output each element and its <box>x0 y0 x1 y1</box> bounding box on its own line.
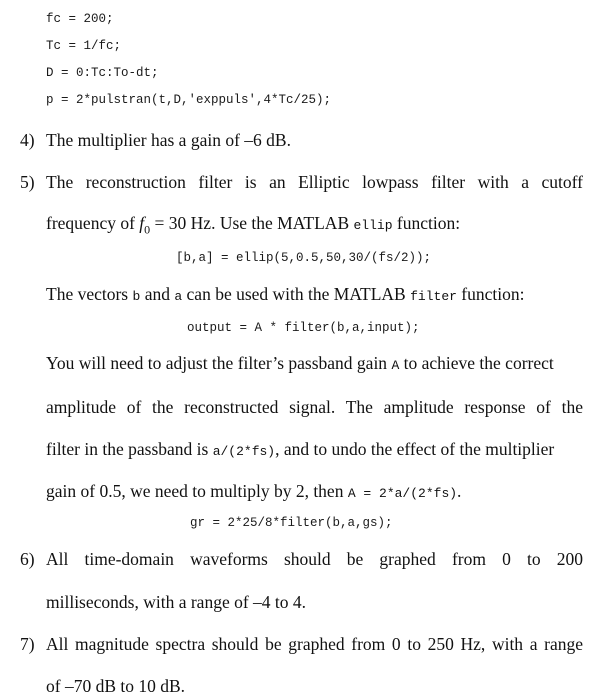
filter-function-code: filter <box>410 289 457 304</box>
frequency-value: = 30 Hz. Use the MATLAB <box>150 213 350 233</box>
frequency-symbol: f <box>139 213 145 233</box>
ellip-function-code: ellip <box>353 218 393 233</box>
matlab-text: can be used with the MATLAB <box>186 284 406 304</box>
code-line-d: D = 0:Tc:To-dt; <box>46 66 159 80</box>
frequency-label: frequency of <box>46 213 135 233</box>
function-word-2: function: <box>461 284 525 304</box>
item-5-line-1: The reconstruction filter is an Elliptic lowpass filter with a cutoff <box>46 172 583 192</box>
gain-formula-code: A = 2*a/(2*fs) <box>347 486 458 501</box>
item-4-text: The multiplier has a gain of –6 dB. <box>46 130 291 150</box>
period: . <box>457 481 462 501</box>
item-5-line-2 <box>46 213 460 238</box>
item-5-para-line-1 <box>46 353 554 374</box>
multiply-text: gain of 0.5, we need to multiply by 2, then <box>46 481 344 501</box>
vector-a-code: a <box>174 289 183 304</box>
item-5-para-line-3 <box>46 439 554 460</box>
item-number-6: 6) <box>20 549 35 569</box>
para-text-a: You will need to adjust the filter’s passband gain <box>46 353 388 373</box>
code-line-tc: Tc = 1/fc; <box>46 39 122 53</box>
function-word: function: <box>396 213 461 233</box>
passband-text: filter in the passband is <box>46 439 209 459</box>
undo-text: , and to undo the effect of the multiplier <box>275 439 555 459</box>
item-7-line-1: All magnitude spectra should be graphed from 0 to 250 Hz, with a range <box>46 634 583 654</box>
item-number-4: 4) <box>20 130 35 150</box>
frequency-subscript: 0 <box>144 222 151 237</box>
item-5-para-line-4 <box>46 481 461 502</box>
item-number-7: 7) <box>20 634 35 654</box>
item-7-line-2: of –70 dB to 10 dB. <box>46 676 186 696</box>
code-gr: gr = 2*25/8*filter(b,a,gs); <box>190 516 393 530</box>
code-output: output = A * filter(b,a,input); <box>187 321 420 335</box>
item-6-line-2: milliseconds, with a range of –4 to 4. <box>46 592 307 612</box>
code-line-p: p = 2*pulstran(t,D,'exppuls',4*Tc/25); <box>46 93 332 107</box>
item-6-line-1: All time-domain waveforms should be graphed from 0 to 200 <box>46 549 583 569</box>
and-text: and <box>144 284 170 304</box>
vector-b-code: b <box>132 289 141 304</box>
vectors-text: The vectors <box>46 284 129 304</box>
item-number-5: 5) <box>20 172 35 192</box>
item-5-para-line-2: amplitude of the reconstructed signal. The amplitude response of the <box>46 397 583 417</box>
para-text-b: to achieve the correct <box>403 353 554 373</box>
gain-A-code: A <box>391 358 400 373</box>
item-5-line-3 <box>46 284 524 305</box>
code-line-fc: fc = 200; <box>46 12 114 26</box>
passband-gain-code: a/(2*fs) <box>212 444 276 459</box>
code-ellip: [b,a] = ellip(5,0.5,50,30/(fs/2)); <box>176 251 432 265</box>
